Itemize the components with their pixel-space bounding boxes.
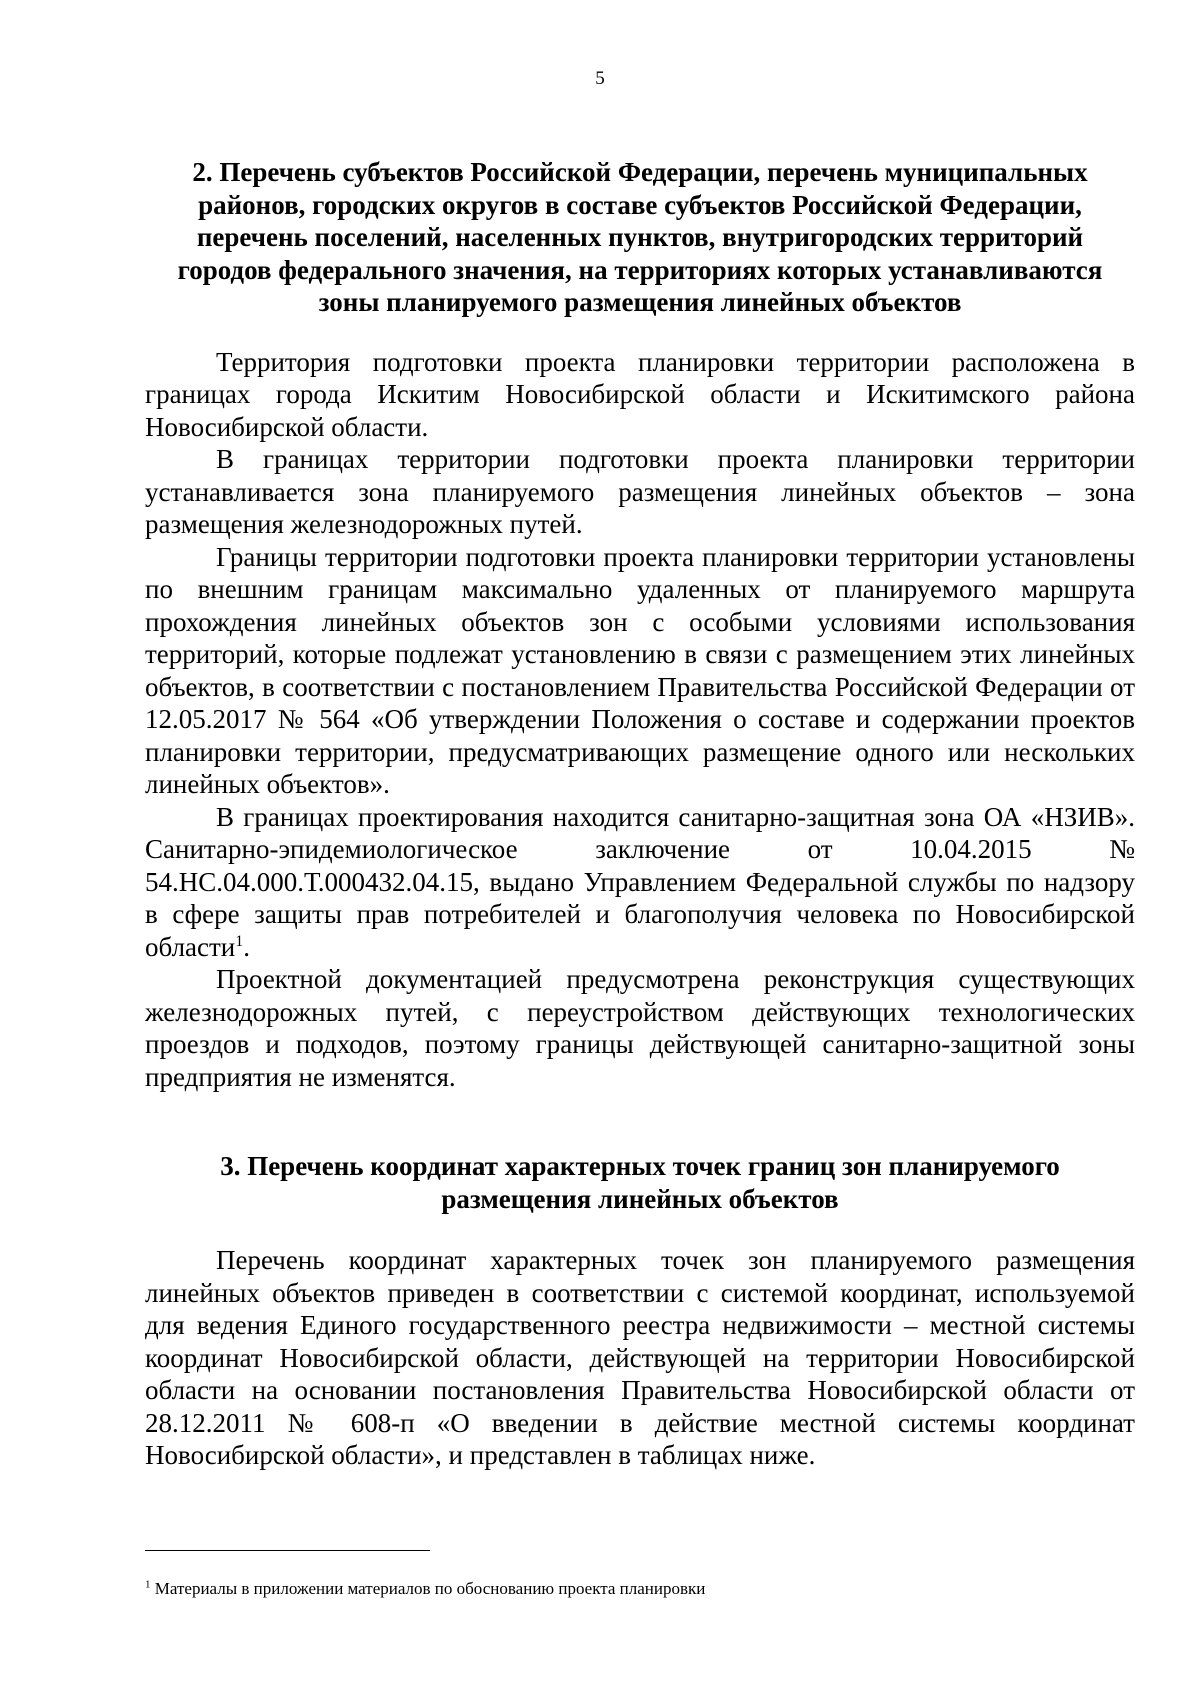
- footnote-text: Материалы в приложении материалов по обоснованию проекта планировки: [150, 1579, 706, 1598]
- heading-line: городов федерального значения, на территориях которых устанавливаются: [177, 254, 1103, 285]
- footnote-marker: 1: [145, 1578, 151, 1591]
- footnote: [145, 1578, 1135, 1600]
- paragraph-text: В границах проектирования находится санитарно-защитная зона ОА «НЗИВ». Санитарно-эпидемиологическое заключение от 10.04.2015 № 54.НС.04.000.Т.000432.04.15, выдано Управлением Федеральной службы по надзору в сфере защиты прав потребителей и благополучия человека по Новосибирской области: [145, 801, 1135, 962]
- paragraph: Территория подготовки проекта планировки территории расположена в границах города Искитим Новосибирской области и Искитимского района Новосибирской области.: [145, 346, 1135, 442]
- paragraph-with-footnote: [145, 801, 1135, 964]
- paragraph: Проектной документацией предусмотрена реконструкция существующих железнодорожных путей, с переустройством действующих технологических проездов и подходов, поэтому границы действующей санитарно-защитной зоны предприятия не изменятся.: [145, 964, 1135, 1092]
- section-3-heading: [145, 1150, 1135, 1215]
- paragraph-end: .: [243, 931, 251, 962]
- section-2-body: [145, 346, 1135, 1094]
- paragraph: Границы территории подготовки проекта планировки территории установлены по внешним границам максимально удаленных от планируемого маршрута прохождения линейных объектов зон с особыми условиями использования территорий, которые подлежат установлению в связи с размещением этих линейных объектов, в соответствии с постановлением Правительства Российской Федерации от 12.05.2017 № 564 «Об утверждении Положения о составе и содержании проектов планировки территории, предусматривающих размещение одного или нескольких линейных объектов».: [145, 541, 1135, 799]
- heading-line: 3. Перечень координат характерных точек границ зон планируемого: [220, 1151, 1060, 1181]
- paragraph: Перечень координат характерных точек зон планируемого размещения линейных объектов приведен в соответствии с системой координат, используемой для ведения Единого государственного реестра недвижимости – местной системы координат Новосибирской области, действующей на территории Новосибирской области на основании постановления Правительства Новосибирской области от 28.12.2011 № 608-п «О введении в действие местной системы координат Новосибирской области», и представлен в таблицах ниже.: [145, 1245, 1135, 1470]
- heading-line: размещения линейных объектов: [441, 1183, 839, 1214]
- heading-line: зоны планируемого размещения линейных объектов: [318, 287, 962, 317]
- page-number: 5: [595, 68, 605, 89]
- heading-line: 2. Перечень субъектов Российской Федерации, перечень муниципальных: [192, 157, 1088, 187]
- section-2: [145, 156, 1135, 1093]
- footnote-separator: [145, 1550, 430, 1551]
- heading-line: районов, городских округов в составе субъектов Российской Федерации,: [198, 189, 1082, 220]
- section-3-body: [145, 1244, 1135, 1472]
- heading-line: перечень поселений, населенных пунктов, внутригородских территорий: [196, 222, 1084, 252]
- paragraph: В границах территории подготовки проекта планировки территории устанавливается зона планируемого размещения линейных объектов – зона размещения железнодорожных путей.: [145, 444, 1135, 539]
- section-3: [145, 1150, 1135, 1472]
- section-2-heading: [145, 156, 1135, 319]
- footnote-reference: 1: [235, 932, 244, 950]
